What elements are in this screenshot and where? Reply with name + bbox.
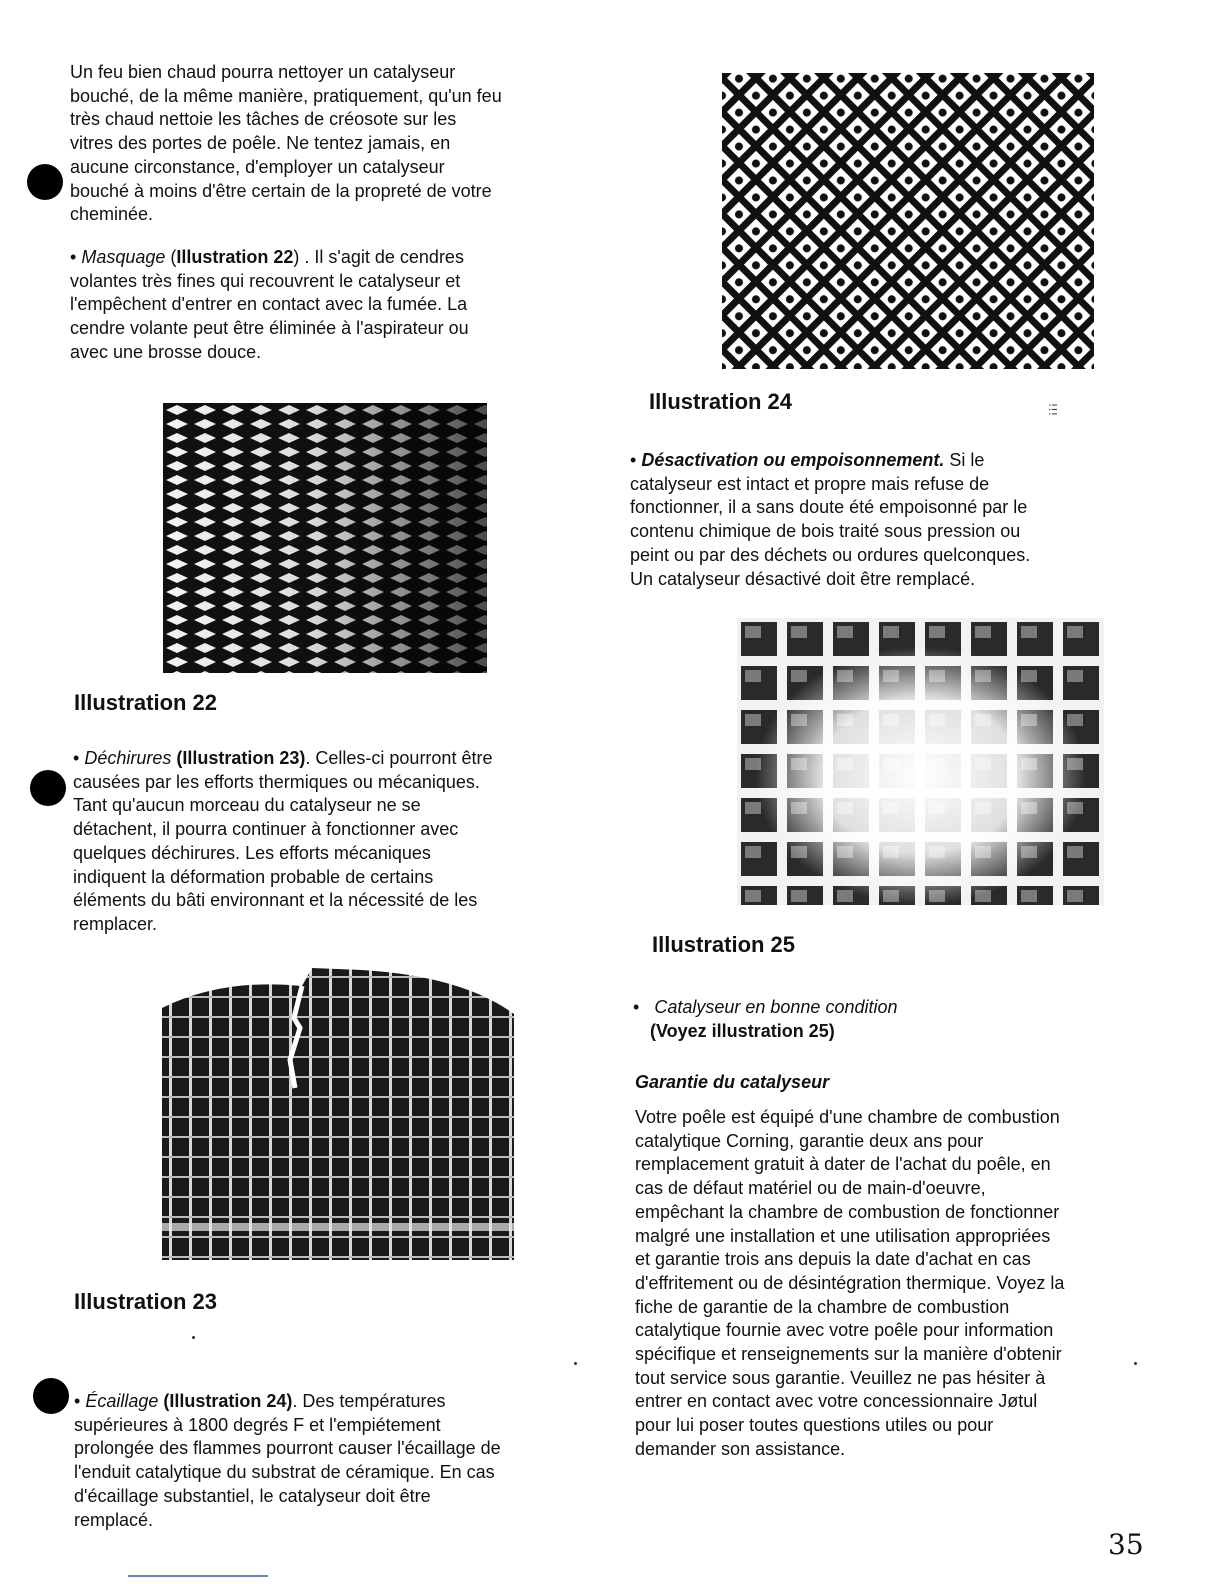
dechirures-line: éléments du bâti environnant et la nécessité de les — [73, 890, 478, 911]
page-number: 35 — [1108, 1528, 1144, 1561]
garantie-line: cas de défaut matériel ou de main-d'oeuvre, — [635, 1178, 986, 1199]
bonne-condition-term: Catalyseur en bonne condition — [654, 997, 898, 1017]
illustration-24-caption: Illustration 24 — [649, 389, 793, 414]
desactivation-line: contenu chimique de bois traité sous pression ou — [630, 521, 1021, 542]
masquage-term: Masquage — [81, 247, 166, 267]
desactivation-rest: Si le — [944, 450, 985, 470]
intro-line: aucune circonstance, d'employer un catalyseur — [70, 156, 445, 177]
bullet: • — [70, 247, 77, 267]
scan-speck — [1134, 1362, 1137, 1365]
ecaillage-paragraph — [74, 1390, 574, 1532]
desactivation-paragraph — [630, 449, 1150, 591]
dechirures-ref: (Illustration 23) — [176, 748, 306, 768]
masquage-paragraph — [70, 246, 570, 365]
binder-hole-1 — [27, 164, 63, 200]
masquage-line: avec une brosse douce. — [70, 341, 262, 362]
ecaillage-line: prolongée des flammes pourront causer l'écaillage de — [74, 1438, 501, 1459]
garantie-line: empêchant la chambre de combustion de fonctionner — [635, 1201, 1060, 1222]
garantie-title: Garantie du catalyseur — [635, 1072, 830, 1092]
intro-line: bouché, de la même manière, pratiquement, qu'un feu — [70, 85, 502, 106]
binder-hole-3 — [33, 1378, 69, 1414]
ecaillage-term: Écaillage — [85, 1391, 159, 1411]
garantie-line: malgré une installation et une utilisation appropriées — [635, 1225, 1051, 1246]
bullet: • — [73, 748, 80, 768]
illustration-23-image — [162, 968, 514, 1260]
garantie-line: Votre poêle est équipé d'une chambre de combustion — [635, 1107, 1060, 1127]
masquage-first-line: • Masquage (Illustration 22) . Il s'agit de cendres — [70, 247, 464, 267]
intro-paragraph — [70, 61, 570, 227]
ecaillage-line: l'enduit catalytique du substrat de céramique. En cas — [74, 1462, 495, 1483]
desactivation-line: fonctionner, il a sans doute été empoisonné par le — [630, 497, 1028, 518]
dechirures-line: détachent, il pourra continuer à fonctionner avec — [73, 819, 459, 840]
ecaillage-line: d'écaillage substantiel, le catalyseur doit être — [74, 1485, 431, 1506]
intro-line: bouché à moins d'être certain de la propreté de votre — [70, 180, 492, 201]
intro-line: cheminée. — [70, 204, 154, 225]
intro-line: très chaud nettoie les tâches de créosote sur les — [70, 109, 457, 130]
intro-line: vitres des portes de poêle. Ne tentez jamais, en — [70, 133, 451, 154]
illustration-22-caption: Illustration 22 — [74, 690, 218, 715]
dechirures-line: causées par les efforts thermiques ou mécaniques. — [73, 771, 480, 792]
bullet: • — [633, 997, 640, 1017]
desactivation-term: Désactivation ou empoisonnement. — [641, 450, 945, 470]
bonne-condition-item — [633, 996, 1133, 1043]
dechirures-line: remplacer. — [73, 913, 158, 934]
ecaillage-line: remplacé. — [74, 1509, 154, 1530]
intro-line: Un feu bien chaud pourra nettoyer un catalyseur — [70, 62, 456, 82]
bonne-condition-line — [633, 996, 1133, 1020]
illustration-25-caption: Illustration 25 — [652, 932, 796, 957]
garantie-line: entrer en contact avec votre concessionnaire Jøtul — [635, 1391, 1038, 1412]
footer-rule — [128, 1575, 268, 1577]
ecaillage-line: supérieures à 1800 degrés F et l'empiétement — [74, 1414, 441, 1435]
garantie-line: pour lui poser toutes questions utiles ou pour — [635, 1415, 994, 1436]
garantie-line: et garantie trois ans depuis la date d'achat en cas — [635, 1249, 1031, 1270]
dechirures-rest: . Celles-ci pourront être — [305, 748, 493, 768]
desactivation-line: peint ou par des déchets ou ordures quelconques. — [630, 544, 1031, 565]
bullet: • — [74, 1391, 81, 1411]
dechirures-first-line — [73, 747, 573, 771]
ecaillage-rest: . Des températures — [292, 1391, 446, 1411]
dechirures-paragraph — [73, 747, 573, 937]
garantie-line: demander son assistance. — [635, 1438, 846, 1459]
binder-hole-2 — [30, 770, 66, 806]
garantie-line: catalytique Corning, garantie deux ans pour — [635, 1130, 984, 1151]
scan-speck — [574, 1362, 577, 1365]
garantie-line: d'effritement ou de désintégration thermique. Voyez la — [635, 1272, 1065, 1293]
dechirures-line: Tant qu'aucun morceau du catalyseur ne se — [73, 795, 421, 816]
desactivation-line: catalyseur est intact et propre mais refuse de — [630, 473, 990, 494]
garantie-line: remplacement gratuit à dater de l'achat du poêle, en — [635, 1154, 1051, 1175]
masquage-line: cendre volante peut être éliminée à l'aspirateur ou — [70, 318, 469, 339]
masquage-ref: Illustration 22 — [176, 247, 294, 267]
scan-speck — [192, 1336, 195, 1339]
illustration-22-image — [163, 403, 487, 673]
garantie-line: tout service sous garantie. Veuillez ne pas hésiter à — [635, 1367, 1046, 1388]
dechirures-line: quelques déchirures. Les efforts mécaniques — [73, 842, 431, 863]
desactivation-line: Un catalyseur désactivé doit être remplacé. — [630, 568, 976, 589]
masquage-line: l'empêchent d'entrer en contact avec la fumée. La — [70, 294, 468, 315]
bonne-condition-ref-line — [633, 1020, 1133, 1044]
margin-mark: !!! — [1046, 402, 1060, 417]
ecaillage-ref: (Illustration 24) — [163, 1391, 293, 1411]
garantie-line: catalytique fournie avec votre poêle pour information — [635, 1320, 1054, 1341]
garantie-paragraph — [635, 1106, 1155, 1462]
bonne-condition-ref: (Voyez illustration 25) — [650, 1020, 835, 1041]
garantie-line: spécifique et renseignements sur la manière d'obtenir — [635, 1344, 1062, 1365]
illustration-23-caption: Illustration 23 — [74, 1289, 218, 1314]
dechirures-line: indiquent la déformation probable de certains — [73, 866, 434, 887]
illustration-25-image — [737, 618, 1104, 905]
ecaillage-first-line — [74, 1390, 574, 1414]
masquage-rest: . Il s'agit de cendres — [304, 247, 464, 267]
masquage-line: volantes très fines qui recouvrent le catalyseur et — [70, 270, 461, 291]
desactivation-first-line — [630, 449, 1150, 473]
illustration-24-image — [722, 73, 1094, 369]
garantie-line: fiche de garantie de la chambre de combustion — [635, 1296, 1010, 1317]
dechirures-term: Déchirures — [84, 748, 172, 768]
bullet: • — [630, 450, 637, 470]
